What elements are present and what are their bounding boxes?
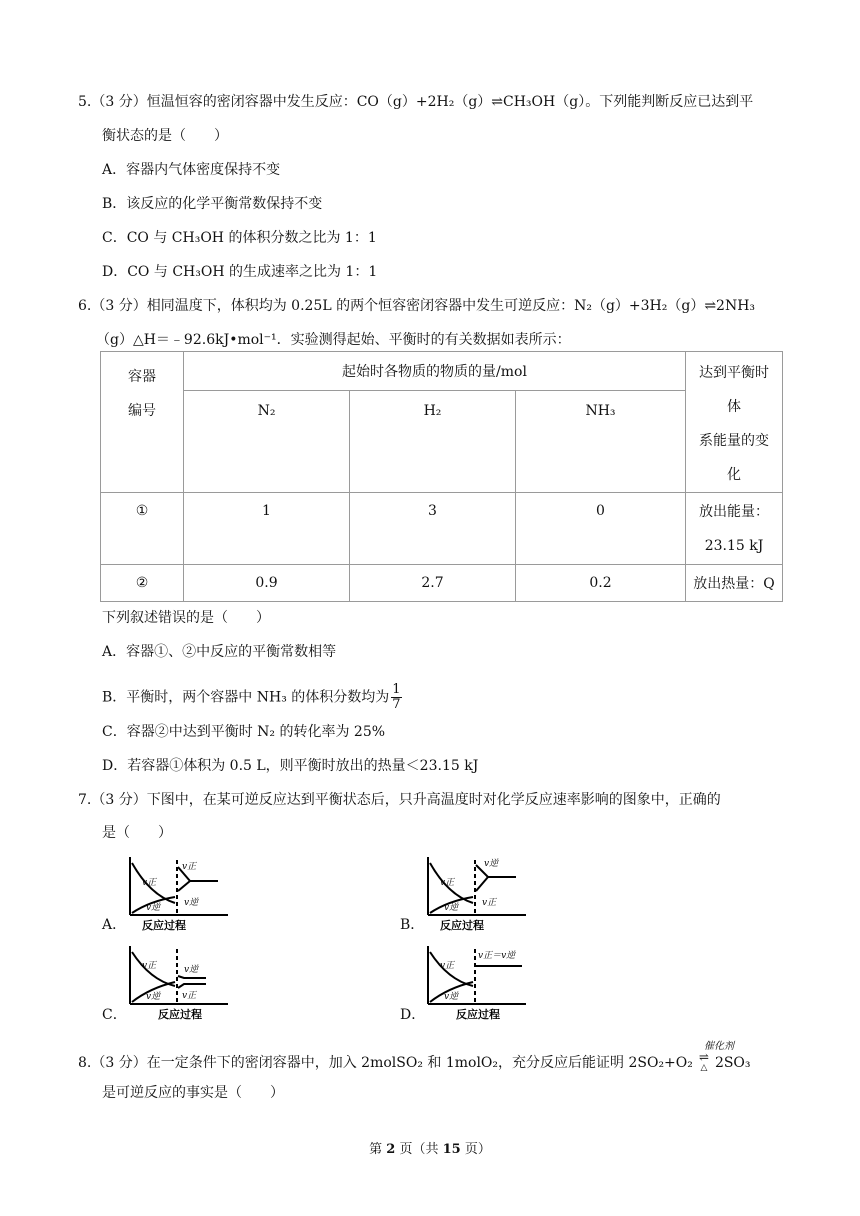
graph-b-reverse-label: v逆 (444, 903, 459, 913)
table-row (101, 493, 783, 565)
graph-a-forward-label: v正 (142, 878, 157, 888)
table-row (101, 565, 783, 602)
graph-a-forward-label-2: v正 (182, 862, 197, 872)
row2-n2: 0.9 (184, 565, 350, 602)
q7-stem-line2: 是（ ） (102, 825, 172, 841)
graph-a-reverse-label: v逆 (146, 903, 161, 913)
q7-graph-a (120, 855, 232, 933)
graph-a-xlabel: 反应过程 (142, 919, 186, 932)
q8-stem-line2: 是可逆反应的事实是（ ） (102, 1085, 284, 1101)
q6-data-table (100, 351, 783, 602)
total-pages: 15 (442, 1142, 461, 1157)
q7-graph-d (418, 944, 530, 1022)
header-energy-change: 达到平衡时 体 系能量的变 化 (686, 352, 783, 493)
graph-b-reverse-label-2: v逆 (484, 859, 499, 869)
q5-option-a: A．容器内气体密度保持不变 (102, 162, 281, 178)
q6-option-b: B．平衡时，两个容器中 NH₃ 的体积分数均为 $\frac{1}{7}$ (102, 682, 401, 712)
q7-option-a-label: A． (102, 917, 127, 933)
q6-stem-line2: （g）△H＝﹣92.6kJ•mol⁻¹．实验测得起始、平衡时的有关数据如表所示： (96, 332, 571, 348)
graph-c-xlabel: 反应过程 (158, 1008, 202, 1021)
page-number: 2 (386, 1142, 396, 1157)
q5-option-d: D．CO 与 CH₃OH 的生成速率之比为 1：1 (102, 264, 378, 280)
graph-d-equal-label: v正＝v逆 (478, 951, 516, 961)
q6-option-c: C．容器②中达到平衡时 N₂ 的转化率为 25% (102, 724, 386, 740)
header-container-id: 容器 编号 (101, 352, 184, 493)
graph-c-reverse-label: v逆 (146, 992, 161, 1002)
graph-b-xlabel: 反应过程 (440, 919, 484, 932)
graph-d-xlabel: 反应过程 (456, 1008, 500, 1021)
header-initial-amount: 起始时各物质的物质的量/mol (184, 352, 686, 391)
graph-d-forward-label: v正 (440, 961, 455, 971)
row1-h2: 3 (350, 493, 516, 565)
q5-stem-line2: 衡状态的是（ ） (102, 128, 228, 144)
row2-id: ② (101, 565, 184, 602)
reversible-arrow-icon: ⇌ △ (698, 1050, 709, 1073)
q6-option-d: D．若容器①体积为 0.5 L，则平衡时放出的热量＜23.15 kJ (102, 758, 479, 774)
q5-option-b: B．该反应的化学平衡常数保持不变 (102, 196, 323, 212)
graph-a-reverse-label-2: v逆 (184, 898, 199, 908)
row1-nh3: 0 (516, 493, 686, 565)
row2-h2: 2.7 (350, 565, 516, 602)
page-footer: 第 2 页（共 15 页） (369, 1142, 491, 1157)
q8-stem-line1: 8.（3 分）在一定条件下的密闭容器中，加入 2molSO₂ 和 1molO₂，充分反应后能证明 2SO₂+O₂ ⇌ △ 2SO₃ (78, 1050, 751, 1073)
row2-energy: 放出热量：Q (686, 565, 783, 602)
graph-c-forward-label-2: v正 (182, 991, 197, 1001)
catalyst-label: 催化剂 (704, 1041, 734, 1052)
q7-option-d-label: D． (400, 1007, 426, 1023)
q7-stem-line1: 7.（3 分）下图中，在某可逆反应达到平衡状态后，只升高温度时对化学反应速率影响的图象中，正确的 (78, 792, 721, 808)
graph-b-forward-label: v正 (440, 878, 455, 888)
graph-d-reverse-label: v逆 (444, 992, 459, 1002)
row2-nh3: 0.2 (516, 565, 686, 602)
q6-stem2: 下列叙述错误的是（ ） (102, 610, 270, 626)
q5-stem-line1: 5.（3 分）恒温恒容的密闭容器中发生反应：CO（g）+2H₂（g）⇌CH₃OH（g）。下列能判断反应已达到平 (78, 94, 754, 110)
q7-option-b-label: B． (400, 917, 425, 933)
row1-energy: 放出能量： 23.15 kJ (686, 493, 783, 565)
row1-id: ① (101, 493, 184, 565)
graph-c-forward-label: v正 (142, 961, 157, 971)
q7-graph-c (120, 944, 232, 1022)
header-n2: N₂ (184, 391, 350, 493)
header-nh3: NH₃ (516, 391, 686, 493)
q6-option-a: A．容器①、②中反应的平衡常数相等 (102, 644, 337, 660)
graph-c-reverse-label-2: v逆 (184, 965, 199, 975)
q6-stem-line1: 6.（3 分）相同温度下，体积均为 0.25L 的两个恒容密闭容器中发生可逆反应：N₂（g）+3H₂（g）⇌2NH₃ (78, 298, 756, 314)
q7-graph-b (418, 855, 530, 933)
q7-option-c-label: C． (102, 1007, 127, 1023)
fraction-one-seventh: $\frac{1}{7}$ (392, 682, 401, 712)
graph-b-forward-label-2: v正 (482, 898, 497, 908)
row1-n2: 1 (184, 493, 350, 565)
header-h2: H₂ (350, 391, 516, 493)
q5-option-c: C．CO 与 CH₃OH 的体积分数之比为 1：1 (102, 230, 377, 246)
